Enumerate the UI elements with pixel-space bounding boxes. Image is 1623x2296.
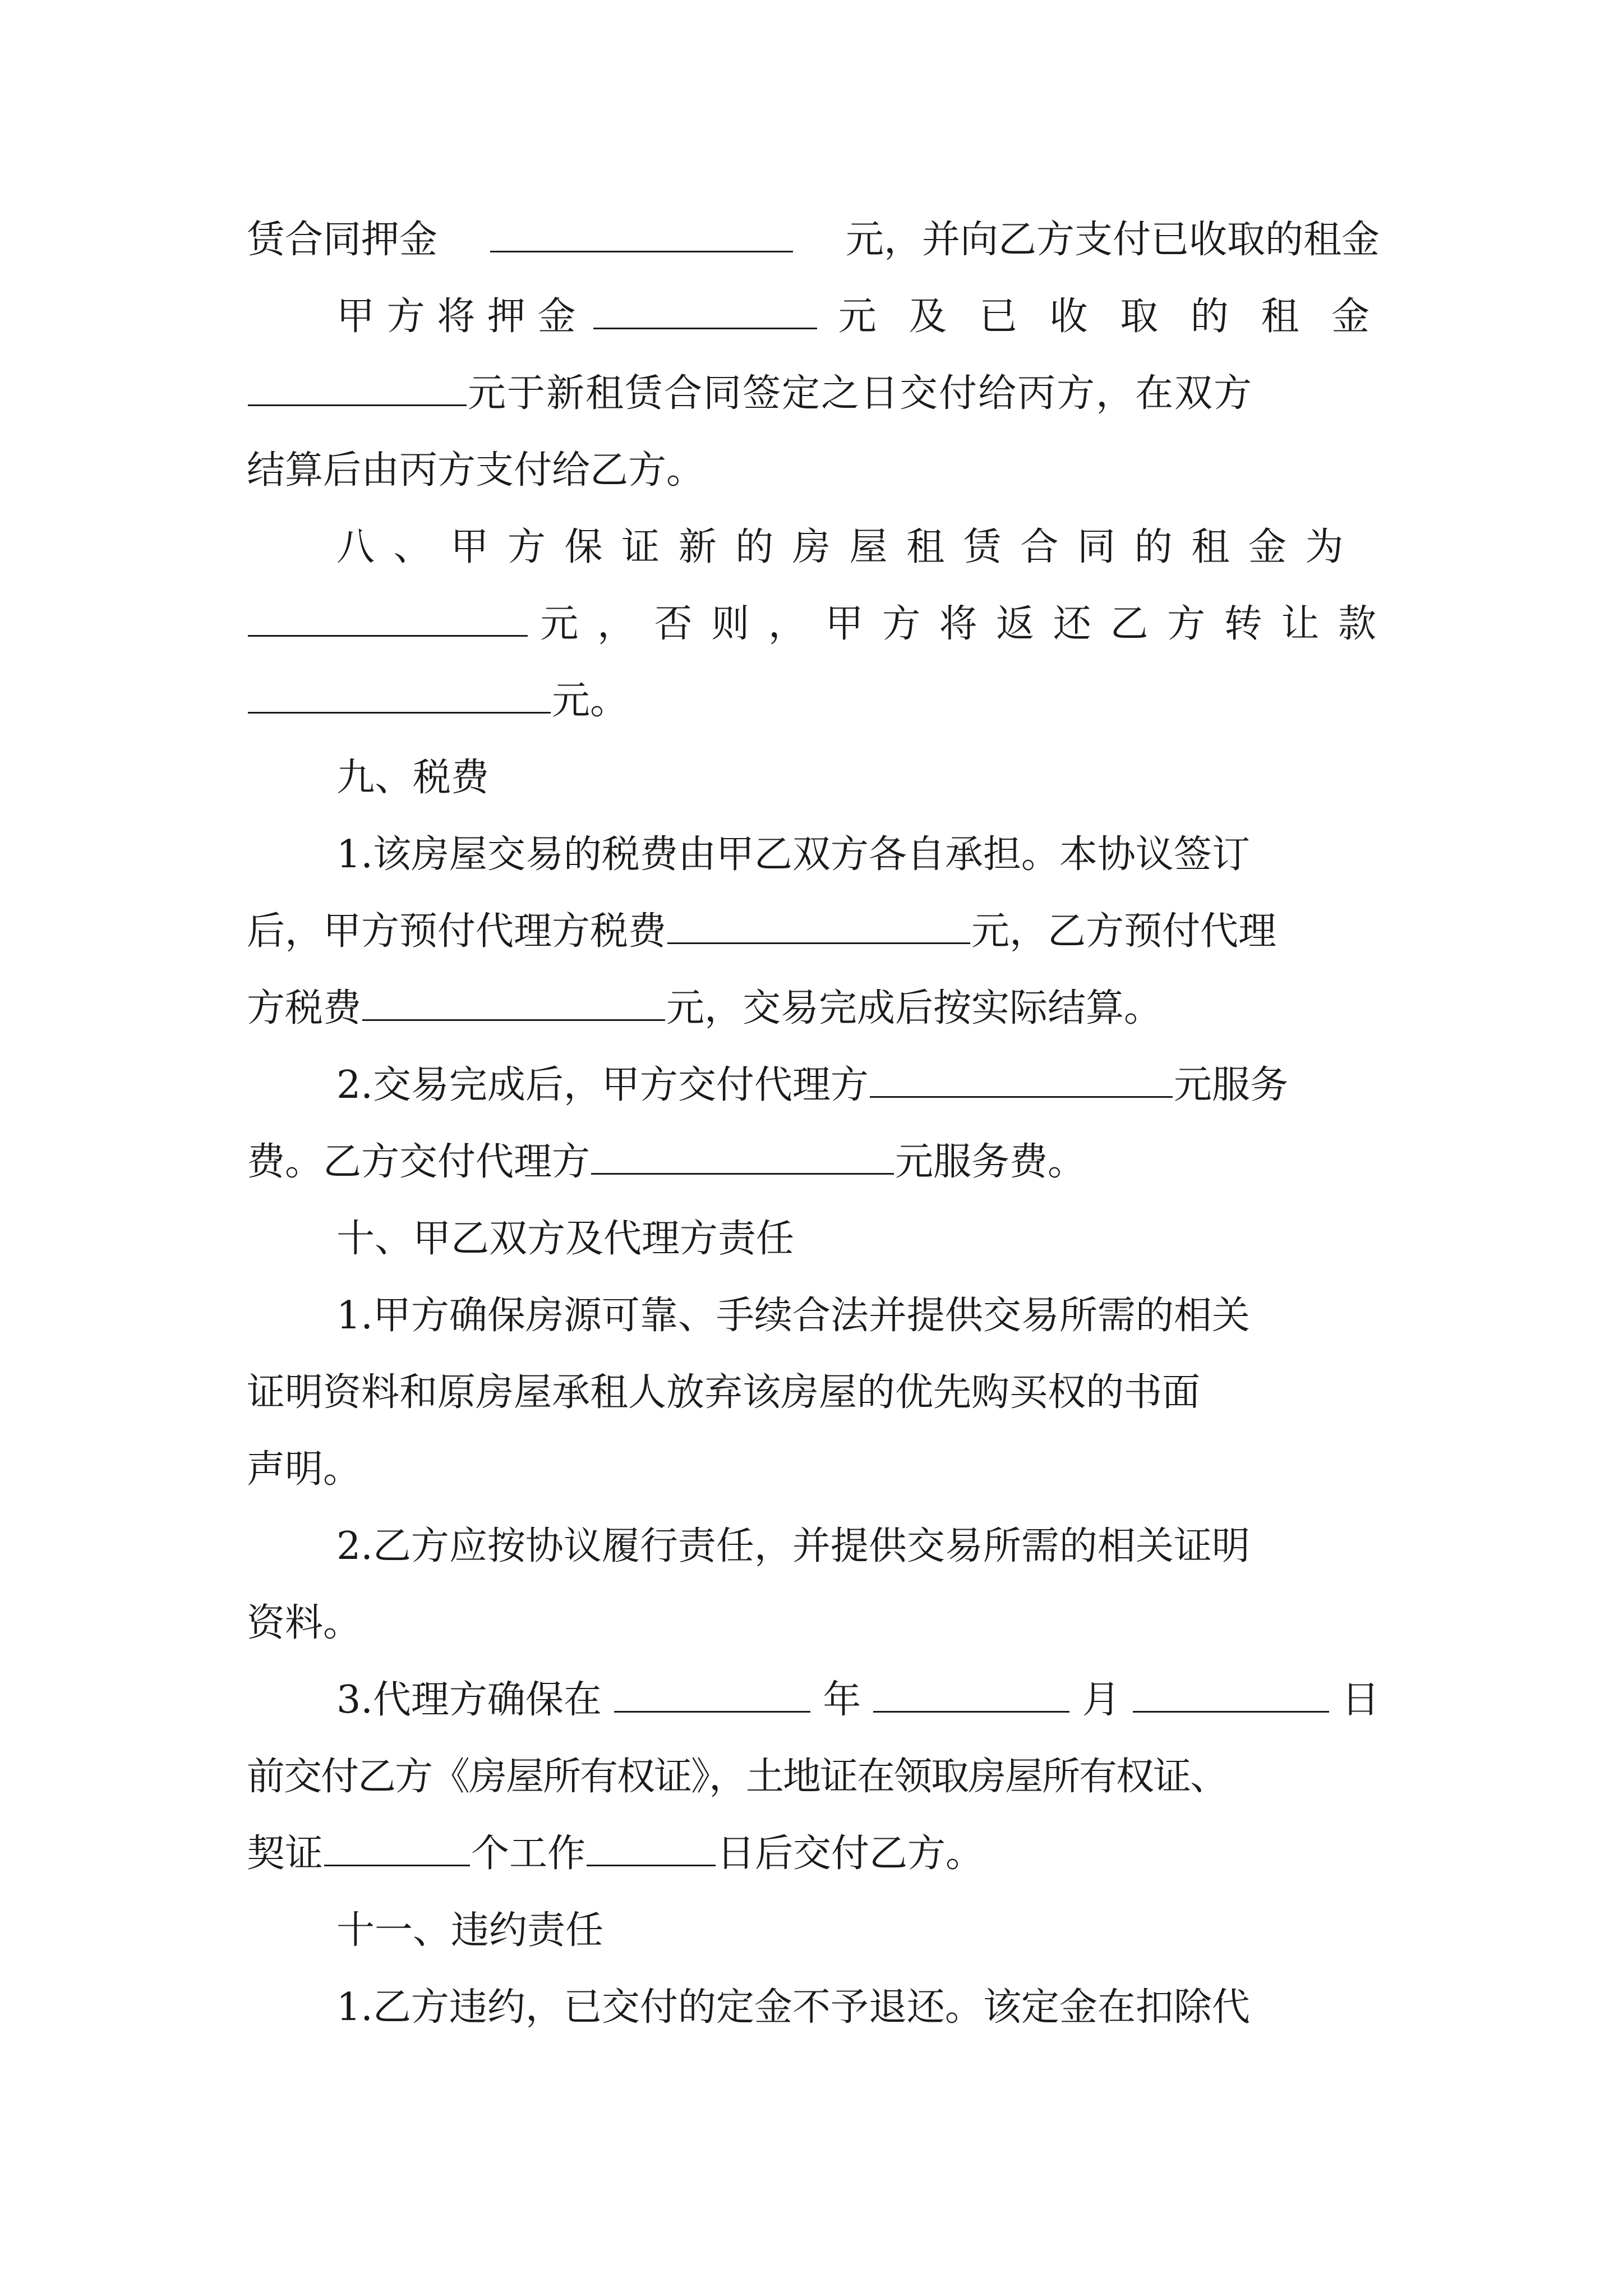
text-segment: 1.该房屋交易的税费由甲乙双方各自承担。本协议签订: [336, 832, 1250, 877]
text-segment: 后，甲方预付代理方税费: [247, 909, 667, 954]
text-line: [247, 1513, 1380, 1580]
text-line: [247, 514, 1380, 581]
text-segment: 月: [1082, 1678, 1121, 1722]
fill-in-blank: [490, 218, 793, 252]
text-segment: 结算后由丙方支付给乙方。: [247, 448, 705, 493]
text-segment: 方税费: [247, 986, 362, 1030]
text-segment: 费。乙方交付代理方: [247, 1140, 591, 1184]
text-segment: 八 、 甲 方 保 证 新 的 房 屋 租 赁 合 同 的 租 金 为: [336, 525, 1347, 569]
fill-in-blank: [667, 910, 970, 944]
text-segment: 个工作: [471, 1832, 586, 1876]
text-segment: 甲 方 将 押 金: [336, 295, 576, 339]
text-segment: 九、税费: [336, 756, 490, 800]
text-segment: 2.交易完成后，甲方交付代理方: [336, 1063, 869, 1107]
fill-in-blank: [873, 1678, 1069, 1713]
text-segment: 元，并向乙方支付已收取的租金: [845, 218, 1380, 262]
text-line: [247, 1052, 1380, 1119]
text-segment: 1.乙方违约，已交付的定金不予退还。该定金在扣除代: [336, 1985, 1250, 2030]
fill-in-blank: [593, 295, 817, 329]
section-heading: [247, 744, 1380, 812]
text-line: [247, 1282, 1380, 1350]
text-segment: 元于新租赁合同签定之日交付给丙方，在双方: [468, 371, 1253, 416]
fill-in-blank: [362, 987, 665, 1021]
text-line: [247, 591, 1380, 658]
text-segment: 十、甲乙双方及代理方责任: [336, 1217, 795, 1261]
section-heading: [247, 1205, 1380, 1273]
text-line: [247, 1129, 1380, 1196]
fill-in-blank: [248, 602, 528, 637]
fill-in-blank: [591, 1140, 894, 1175]
text-line: [247, 668, 1380, 735]
text-segment: 日: [1341, 1678, 1380, 1722]
text-segment: 元。: [552, 679, 629, 723]
text-line: [247, 1743, 1380, 1811]
text-line: [247, 1820, 1380, 1888]
text-line: [247, 975, 1380, 1042]
fill-in-blank: [324, 1832, 470, 1866]
text-segment: 资料。: [247, 1601, 362, 1645]
fill-in-blank: [870, 1064, 1173, 1098]
text-segment: 1.甲方确保房源可靠、手续合法并提供交易所需的相关: [336, 1294, 1250, 1338]
text-segment: 契证: [247, 1832, 324, 1876]
text-segment: 声明。: [247, 1447, 362, 1492]
text-line: [247, 898, 1380, 965]
fill-in-blank: [1133, 1678, 1329, 1713]
text-segment: 3.代理方确保在: [336, 1678, 602, 1722]
text-line: [247, 1436, 1380, 1503]
text-segment: 前交付乙方《房屋所有权证》，土地证在领取房屋所有权证、: [247, 1755, 1228, 1799]
text-segment: 证明资料和原房屋承租人放弃该房屋的优先购买权的书面: [247, 1370, 1201, 1415]
text-segment: 2.乙方应按协议履行责任，并提供交易所需的相关证明: [336, 1524, 1250, 1568]
text-line: [247, 437, 1380, 504]
text-line: [247, 283, 1380, 351]
text-line: [247, 1590, 1380, 1657]
text-segment: 元，乙方预付代理: [971, 909, 1277, 954]
text-line: [247, 206, 1380, 274]
text-segment: 日后交付乙方。: [717, 1832, 984, 1876]
text-segment: 元 ， 否 则 ， 甲 方 将 返 还 乙 方 转 让 款: [540, 602, 1380, 646]
text-segment: 年: [823, 1678, 861, 1722]
text-segment: 赁合同押金: [247, 218, 438, 262]
text-line: [247, 360, 1380, 427]
text-segment: 元服务: [1173, 1063, 1288, 1107]
section-heading: [247, 1897, 1380, 1964]
text-line: [247, 1359, 1380, 1427]
fill-in-blank: [248, 372, 467, 406]
text-line: [247, 821, 1380, 889]
text-segment: 元服务费。: [895, 1140, 1086, 1184]
fill-in-blank: [248, 679, 551, 714]
text-line: [247, 1974, 1380, 2041]
text-segment: 元，交易完成后按实际结算。: [666, 986, 1163, 1030]
text-segment: 元 及 已 收 取 的 租 金: [838, 295, 1380, 339]
text-segment: 十一、违约责任: [336, 1908, 604, 1953]
text-line: [247, 1667, 1380, 1734]
fill-in-blank: [614, 1678, 810, 1713]
fill-in-blank: [587, 1832, 716, 1866]
